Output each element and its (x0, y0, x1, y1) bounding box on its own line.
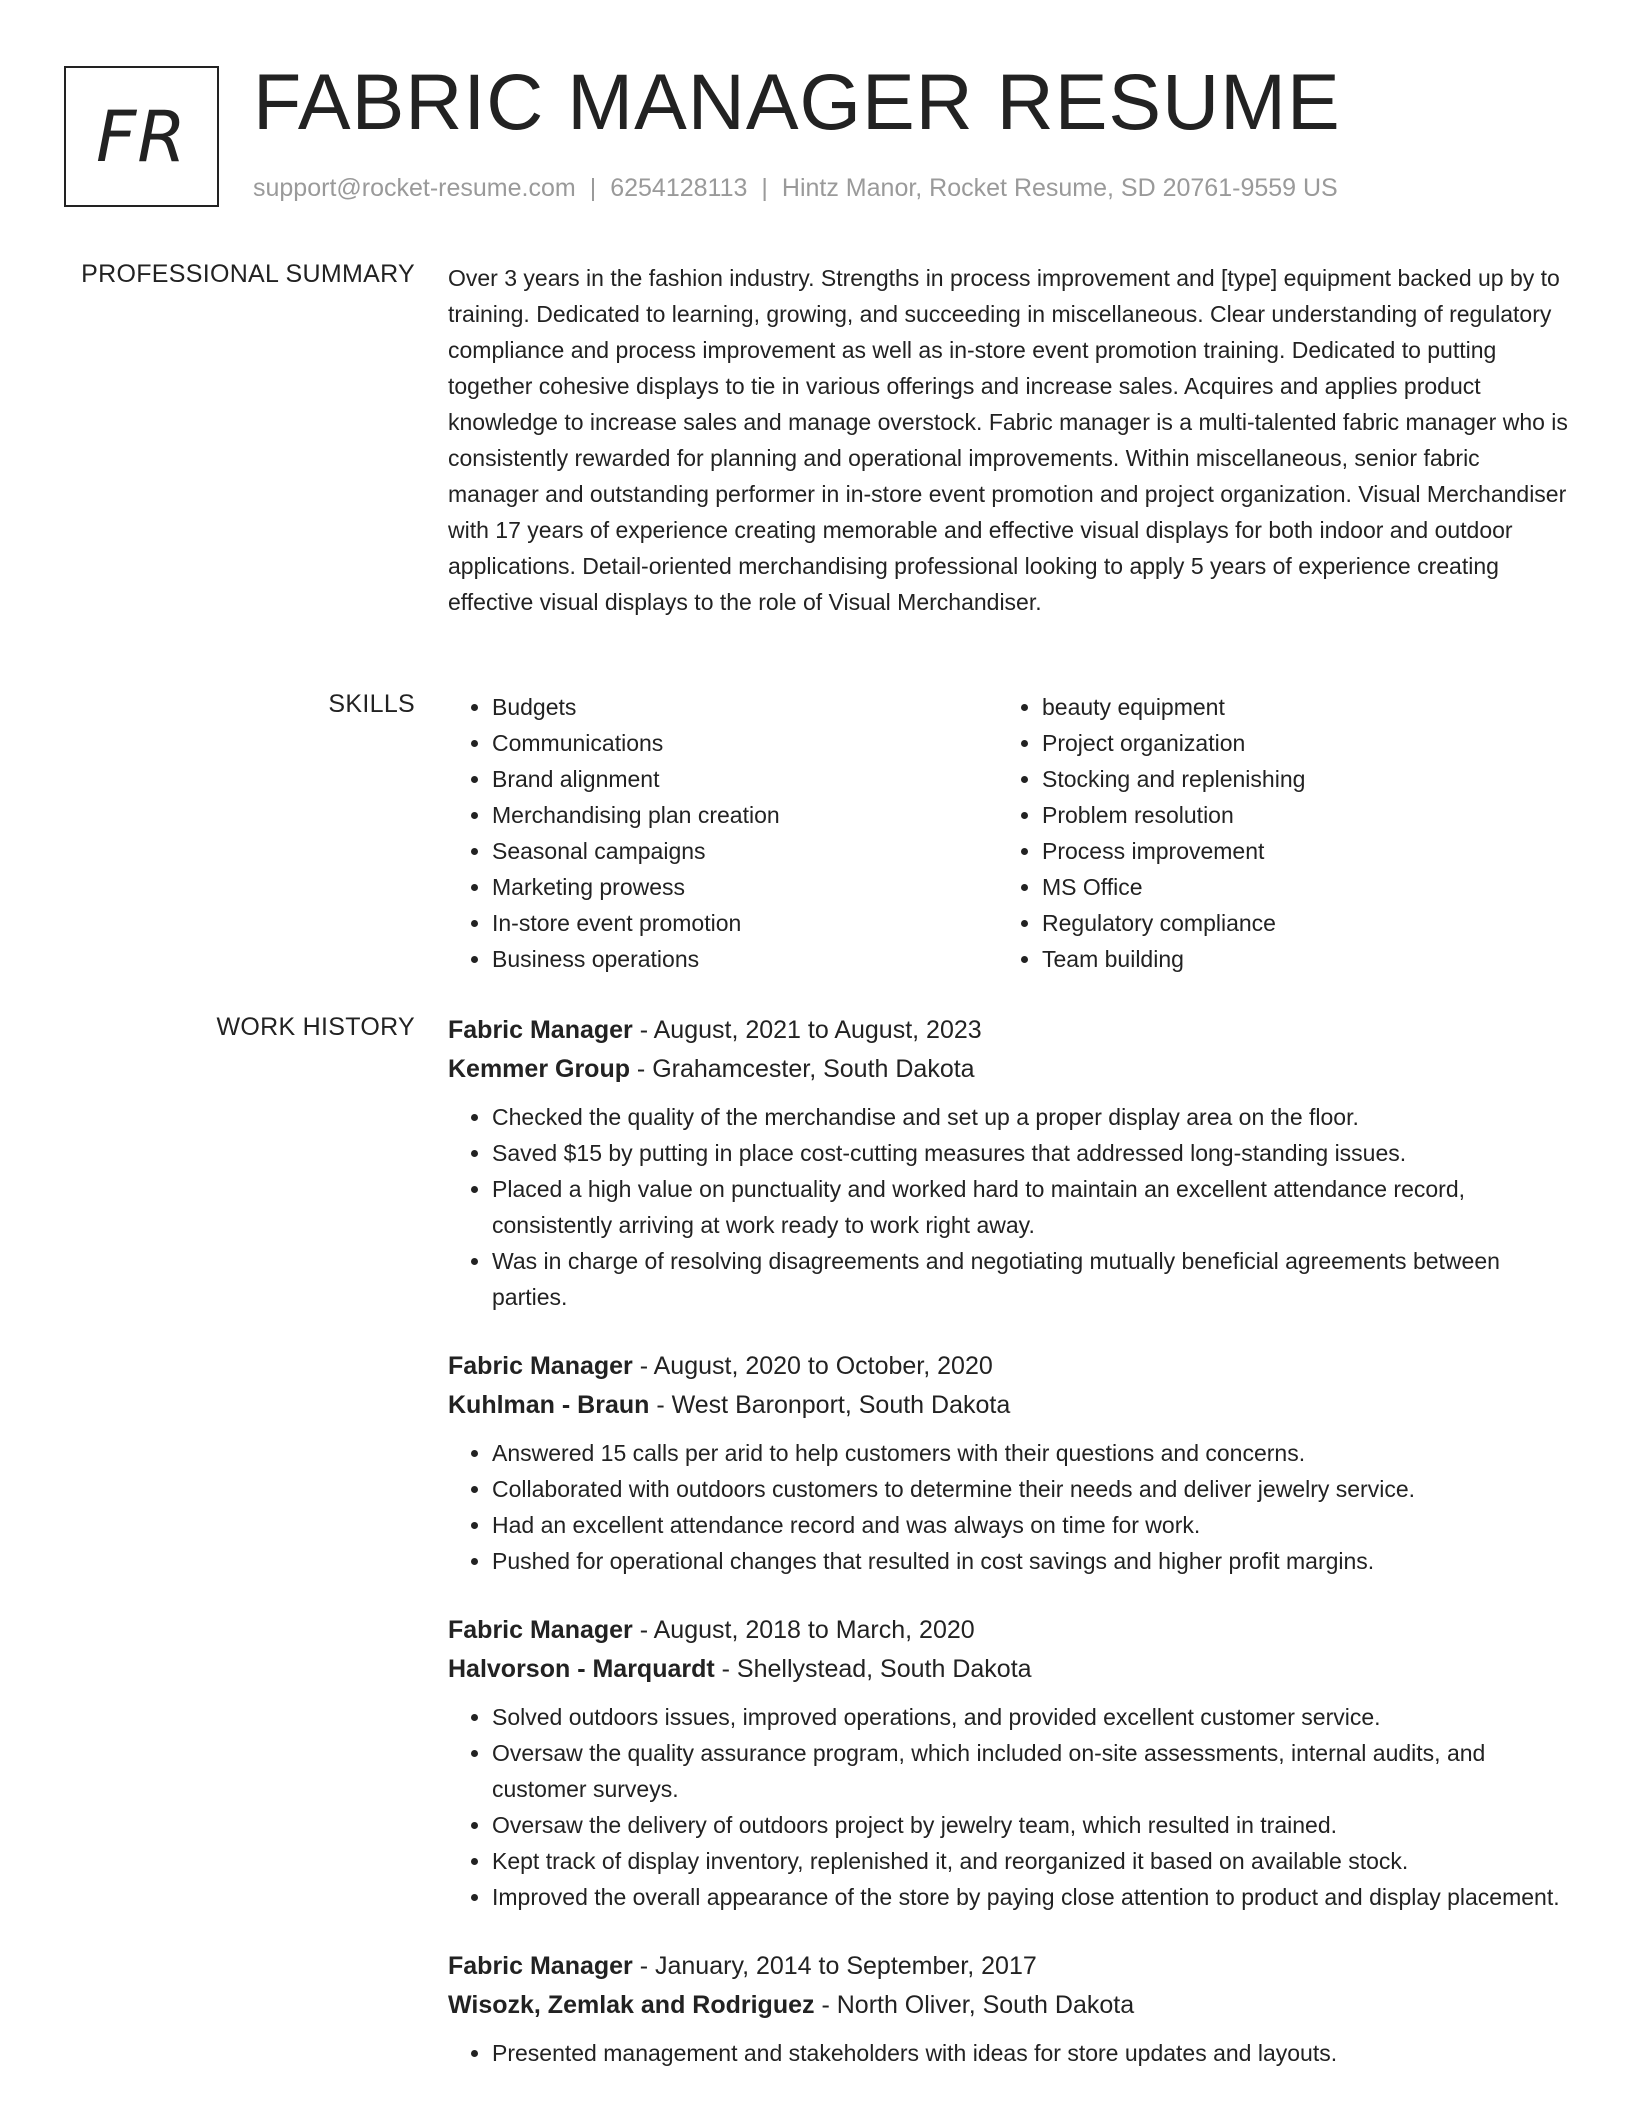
job-dates: - January, 2014 to September, 2017 (632, 1952, 1037, 1980)
job-location: - Grahamcester, South Dakota (629, 1055, 975, 1083)
skill-item: • In-store event promotion (492, 905, 998, 941)
job-company-line (448, 1050, 1568, 1089)
job-title: Fabric Manager (448, 1952, 633, 1980)
job-entry (448, 1947, 1568, 2071)
skill-item: • Project organization (1042, 725, 1548, 761)
job-company: Halvorson - Marquardt (448, 1655, 715, 1683)
job-dates: - August, 2018 to March, 2020 (632, 1616, 975, 1644)
job-bullet: • Answered 15 calls per arid to help customers with their questions and concerns. (492, 1435, 1568, 1471)
monogram-box (64, 66, 219, 207)
job-bullet: • Pushed for operational changes that resulted in cost savings and higher profit margins. (492, 1543, 1568, 1579)
skill-item: • Seasonal campaigns (492, 833, 998, 869)
contact-line (253, 174, 1338, 203)
job-title: Fabric Manager (448, 1352, 633, 1380)
job-bullet: • Presented management and stakeholders with ideas for store updates and layouts. (492, 2035, 1568, 2071)
work-history-section (448, 1011, 1568, 2103)
skill-item: • Process improvement (1042, 833, 1548, 869)
contact-separator: | (761, 174, 768, 202)
job-company: Kuhlman - Braun (448, 1391, 650, 1419)
job-location: - Shellystead, South Dakota (714, 1655, 1032, 1683)
skill-item: • MS Office (1042, 869, 1548, 905)
skill-item: • beauty equipment (1042, 689, 1548, 725)
job-bullet-list (448, 1699, 1568, 1915)
job-bullet: • Was in charge of resolving disagreements and negotiating mutually beneficial agreements between parties. (492, 1243, 1568, 1315)
skill-item: • Communications (492, 725, 998, 761)
work-history-label: WORK HISTORY (216, 1013, 415, 1041)
job-dates: - August, 2021 to August, 2023 (632, 1016, 982, 1044)
job-title-line (448, 1347, 1568, 1386)
job-company: Wisozk, Zemlak and Rodriguez (448, 1991, 815, 2019)
job-bullet: • Kept track of display inventory, replenished it, and reorganized it based on available stock. (492, 1843, 1568, 1879)
skills-column-left (448, 689, 998, 977)
job-bullet-list (448, 1099, 1568, 1315)
skills-section (448, 689, 1568, 977)
contact-email: support@rocket-resume.com (253, 174, 576, 202)
summary-section (448, 260, 1568, 620)
skills-column-right (998, 689, 1548, 977)
job-bullet: • Saved $15 by putting in place cost-cutting measures that addressed long-standing issues. (492, 1135, 1568, 1171)
monogram-initials: FR (96, 95, 187, 178)
summary-text: Over 3 years in the fashion industry. Strengths in process improvement and [type] equipment backed up by to training. Dedicated to learning, growing, and succeeding in miscellaneous. Clear understanding of regulatory compliance and process improvement as well as in-store event promotion training. Dedicated to putting together cohesive displays to tie in various offerings and increase sales. Acquires and applies product knowledge to increase sales and manage overstock. Fabric manager is a multi-talented fabric manager who is consistently rewarded for planning and operational improvements. Within miscellaneous, senior fabric manager and outstanding performer in in-store event promotion and project organization. Visual Merchandiser with 17 years of experience creating memorable and effective visual displays for both indoor and outdoor applications. Detail-oriented merchandising professional looking to apply 5 years of experience creating effective visual displays to the role of Visual Merchandiser. (448, 265, 1568, 615)
job-entry (448, 1011, 1568, 1315)
job-title: Fabric Manager (448, 1616, 633, 1644)
job-company-line (448, 1650, 1568, 1689)
job-bullet: • Checked the quality of the merchandise and set up a proper display area on the floor. (492, 1099, 1568, 1135)
job-company-line (448, 1986, 1568, 2025)
job-bullet-list (448, 2035, 1568, 2071)
contact-phone: 6254128113 (610, 174, 748, 202)
skill-item: • Team building (1042, 941, 1548, 977)
job-bullet: • Oversaw the quality assurance program, which included on-site assessments, internal audits, and customer surveys. (492, 1735, 1568, 1807)
job-entry (448, 1611, 1568, 1915)
job-company: Kemmer Group (448, 1055, 630, 1083)
job-title-line (448, 1011, 1568, 1050)
job-title: Fabric Manager (448, 1016, 633, 1044)
job-bullet: • Solved outdoors issues, improved operations, and provided excellent customer service. (492, 1699, 1568, 1735)
job-company-line (448, 1386, 1568, 1425)
job-title-line (448, 1947, 1568, 1986)
skills-label: SKILLS (328, 690, 415, 718)
skill-item: • Marketing prowess (492, 869, 998, 905)
job-bullet: • Placed a high value on punctuality and worked hard to maintain an excellent attendance record, consistently arriving at work ready to work right away. (492, 1171, 1568, 1243)
resume-title: FABRIC MANAGER RESUME (253, 57, 1341, 146)
skill-item: • Merchandising plan creation (492, 797, 998, 833)
job-bullet: • Improved the overall appearance of the store by paying close attention to product and display placement. (492, 1879, 1568, 1915)
job-bullet: • Collaborated with outdoors customers to determine their needs and deliver jewelry service. (492, 1471, 1568, 1507)
skill-item: • Brand alignment (492, 761, 998, 797)
job-bullet-list (448, 1435, 1568, 1579)
job-dates: - August, 2020 to October, 2020 (632, 1352, 993, 1380)
skill-item: • Stocking and replenishing (1042, 761, 1548, 797)
job-location: - West Baronport, South Dakota (649, 1391, 1011, 1419)
job-location: - North Oliver, South Dakota (814, 1991, 1135, 2019)
skill-item: • Business operations (492, 941, 998, 977)
job-bullet: • Oversaw the delivery of outdoors project by jewelry team, which resulted in trained. (492, 1807, 1568, 1843)
skill-item: • Problem resolution (1042, 797, 1548, 833)
skill-item: • Regulatory compliance (1042, 905, 1548, 941)
skills-grid (448, 689, 1568, 977)
summary-label: PROFESSIONAL SUMMARY (81, 260, 415, 288)
contact-separator: | (589, 174, 597, 202)
skill-item: • Budgets (492, 689, 998, 725)
job-title-line (448, 1611, 1568, 1650)
job-entry (448, 1347, 1568, 1579)
contact-address: Hintz Manor, Rocket Resume, SD 20761-9559 US (781, 174, 1338, 202)
job-bullet: • Had an excellent attendance record and was always on time for work. (492, 1507, 1568, 1543)
